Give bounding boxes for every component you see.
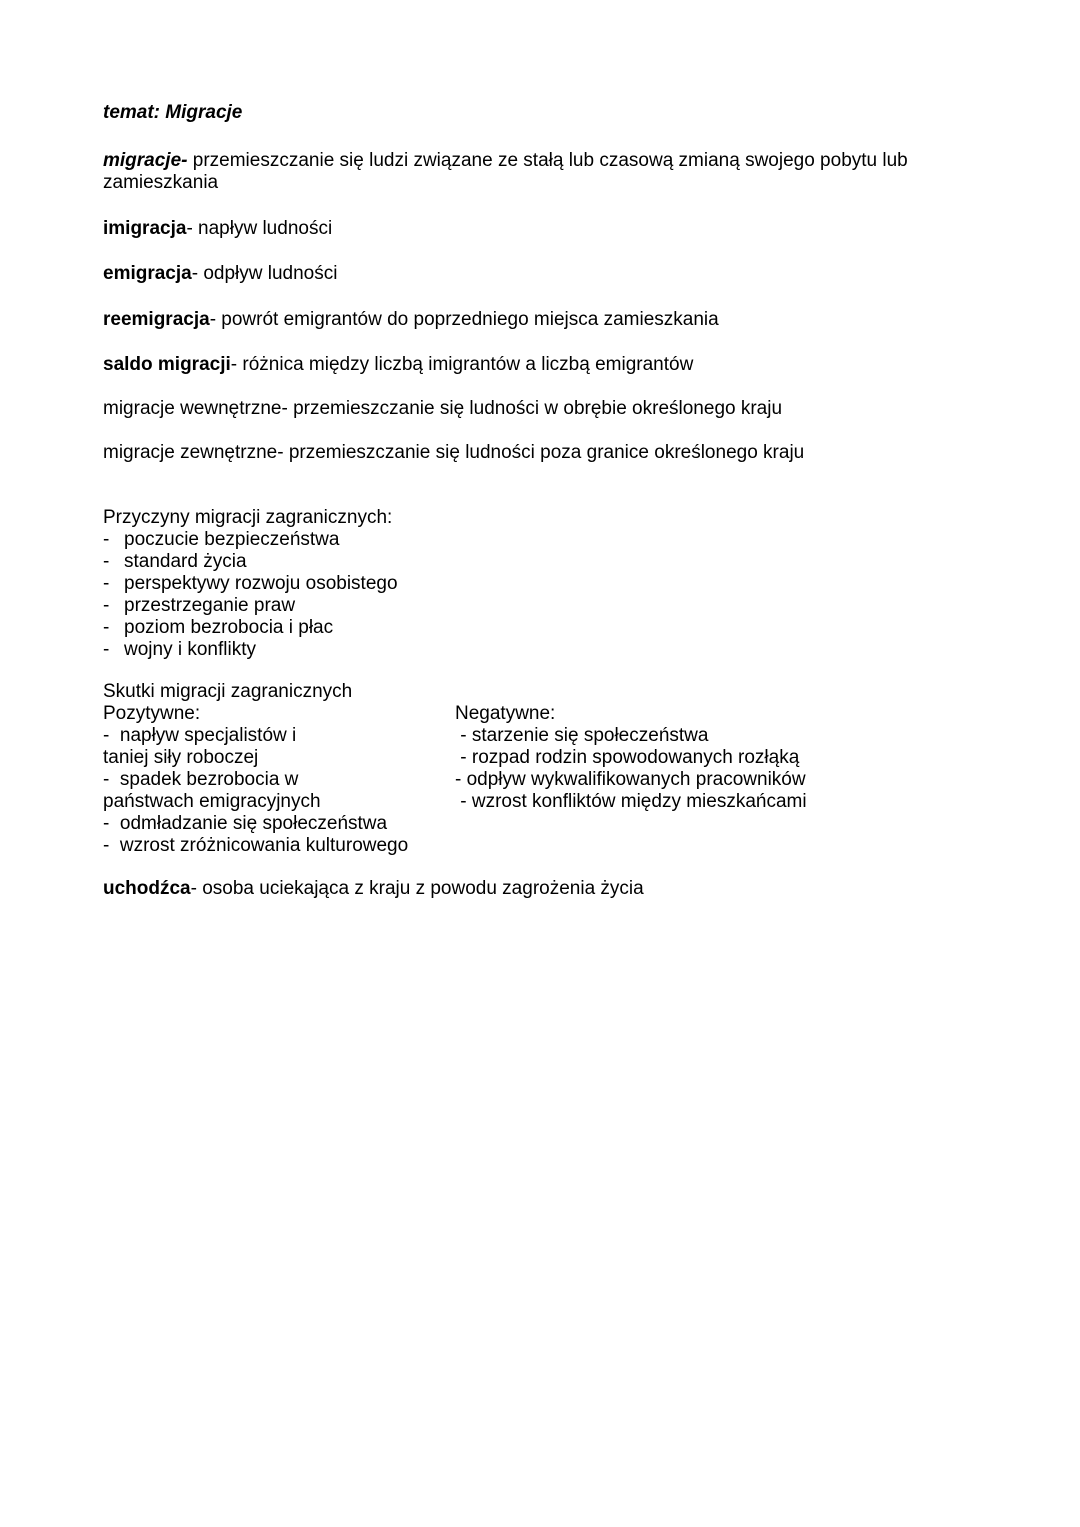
definition-uchodzca [103,878,983,900]
definition-text: - odpływ ludności [191,263,338,284]
definition-text: - różnica między liczbą imigrantów a liczbą emigrantów [230,354,694,375]
definition-term: emigracja [103,263,192,284]
definition-reemigracja [103,309,983,331]
list-item: - poziom bezrobocia i płac [103,617,334,638]
page-title: temat: Migracje [103,102,243,123]
definition-term: migracje- [103,150,188,171]
negative-line: - rozpad rodzin spowodowanych rozłąką [455,747,800,768]
positive-line: państwach emigracyjnych [103,791,321,812]
negative-label: Negatywne: [455,703,556,724]
definition-text: - powrót emigrantów do poprzedniego miejsca zamieszkania [209,309,719,330]
list-item: - wojny i konflikty [103,639,256,660]
positive-line: - spadek bezrobocia w [103,769,299,790]
positive-line: taniej siły roboczej [103,747,259,768]
positive-line: - napływ specjalistów i [103,725,297,746]
causes-heading: Przyczyny migracji zagranicznych: [103,507,393,528]
positive-line: - odmładzanie się społeczeństwa [103,813,388,834]
definition-text: przemieszczanie się ludzi związane ze stałą lub czasową zmianą swojego pobytu lub zamieszkania [103,150,908,193]
definition-text: - napływ ludności [186,218,333,239]
definition-emigracja [103,263,983,285]
definition-term: reemigracja [103,309,210,330]
definition-migracje-zewnetrzne: migracje zewnętrzne- przemieszczanie się ludności poza granice określonego kraju [103,442,805,463]
causes-section [103,507,398,661]
definition-imigracja [103,218,983,240]
negative-effects-column [455,703,807,813]
effects-section [103,681,408,857]
negative-line: - starzenie się społeczeństwa [455,725,709,746]
list-item: - standard życia [103,551,247,572]
negative-line: - odpływ wykwalifikowanych pracowników [455,769,806,790]
definition-term: saldo migracji [103,354,231,375]
list-item: - perspektywy rozwoju osobistego [103,573,398,594]
causes-list [103,529,398,661]
list-item: - przestrzeganie praw [103,595,296,616]
definition-term: imigracja [103,218,187,239]
definition-saldo-migracji [103,354,983,376]
negative-line: - wzrost konfliktów między mieszkańcami [455,791,807,812]
definition-migracje-wewnetrzne: migracje wewnętrzne- przemieszczanie się ludności w obrębie określonego kraju [103,398,783,419]
list-item: - poczucie bezpieczeństwa [103,529,340,550]
definition-term: uchodźca [103,878,191,899]
positive-line: - wzrost zróżnicowania kulturowego [103,835,409,856]
effects-heading: Skutki migracji zagranicznych [103,681,353,702]
definition-text: - osoba uciekająca z kraju z powodu zagrożenia życia [190,878,644,899]
positive-label: Pozytywne: [103,703,201,724]
definition-migracje [103,150,983,194]
